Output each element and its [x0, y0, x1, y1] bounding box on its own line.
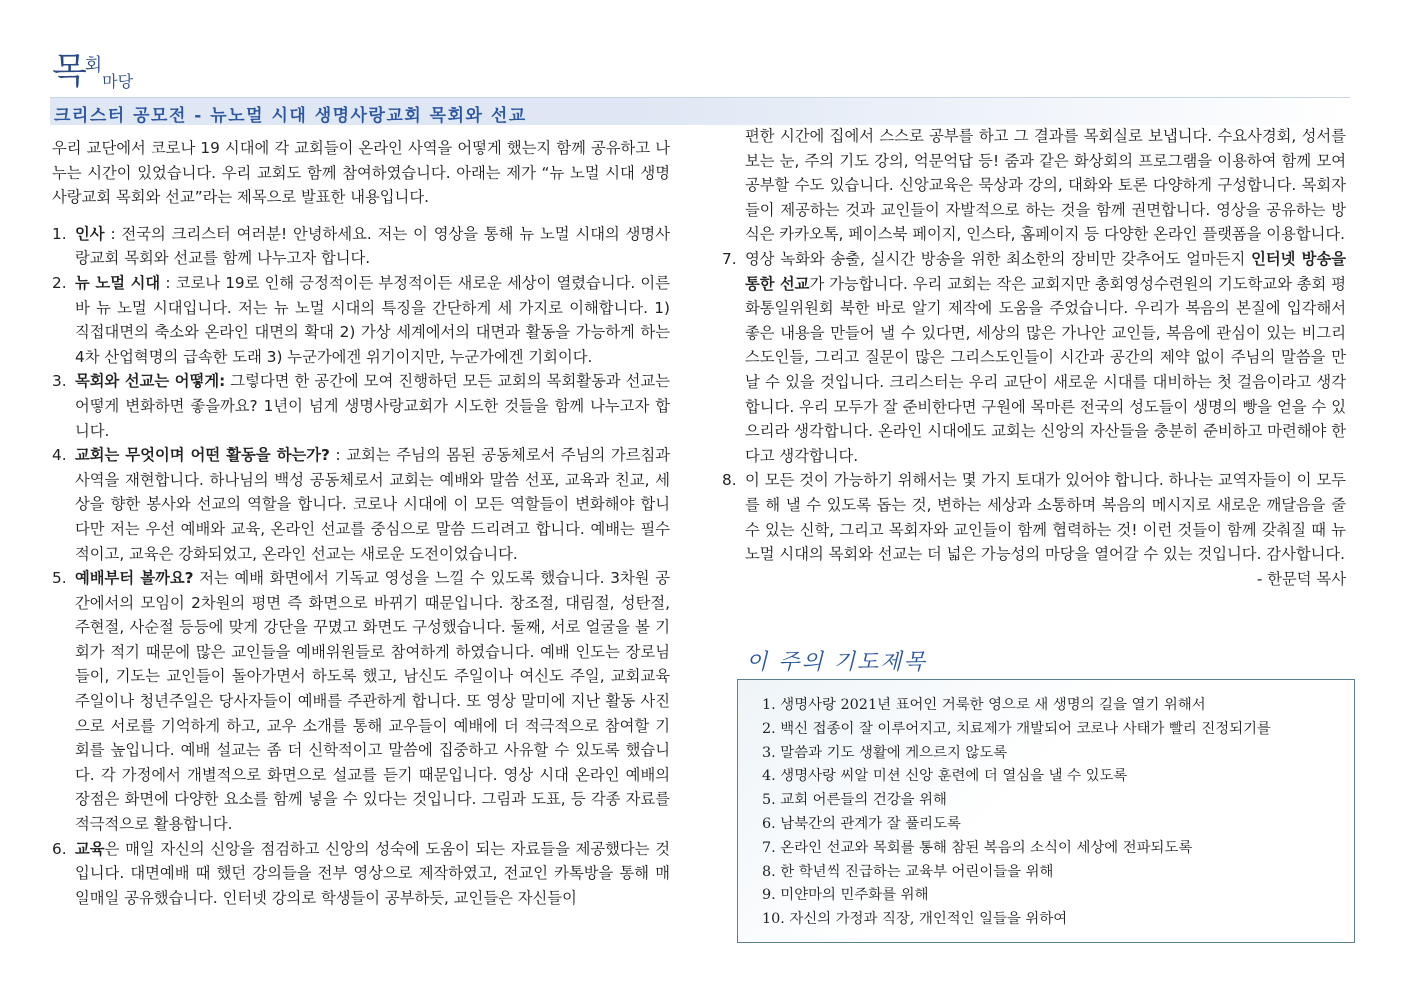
- header-bar: [50, 97, 1350, 125]
- prayer-item: 5. 교회 어른들의 건강을 위해: [762, 792, 947, 809]
- list-item: [52, 566, 670, 837]
- prayer-item: 8. 한 학년씩 진급하는 교육부 어린이들을 위해: [762, 863, 1054, 880]
- prayer-item: 4. 생명사랑 씨알 미션 신앙 훈련에 더 열심을 낼 수 있도록: [762, 768, 1128, 785]
- list-item: [52, 369, 670, 443]
- item-heading: 인터넷 방송을 통한 선교: [745, 249, 1346, 293]
- prayer-item: 1. 생명사랑 2021년 표어인 거룩한 영으로 새 생명의 길을 열기 위해서: [762, 697, 1206, 713]
- item-heading: 교육: [75, 839, 105, 858]
- item-text: : 코로나 19로 인해 긍정적이든 부정적이든 새로운 세상이 열렸습니다. 이른바 뉴 노멀 시대입니다. 저는 뉴 노멀 시대의 특징을 간단하게 세 가지로 이해합니다. 1) 직접대면의 축소와 온라인 대면의 확대 2) 가상 세계에서의 대면과 활동을 가능하게 하는 4차 산업혁명의 급속한 도래 3) 누군가에겐 위기이지만, 누군가에겐 기회이다.: [75, 273, 670, 366]
- item-text: 저는 예배 화면에서 기독교 영성을 느낄 수 있도록 했습니다. 3차원 공간에서의 모임이 2차원의 평면 즉 화면으로 바뀌기 때문입니다. 창조절, 대림절, 성탄절, 주현절, 사순절 등등에 맞게 강단을 꾸몄고 화면도 구성했습니다. 둘째, 서로 얼굴을 볼 기회가 적기 때문에 많은 교인들을 예배위원들로 참여하게 하였습니다. 예배 인도는 장로님들이, 기도는 교인들이 돌아가면서 하도록 했고, 남신도 주일이나 여신도 주일, 교회교육 주일이나 청년주일은 당사자들이 예배를 주관하게 합니다. 또 영상 말미에 지난 활동 사진으로 서로를 기억하게 하고, 교우 소개를 통해 교우들이 예배에 더 적극적으로 참여할 기회를 높입니다. 예배 설교는 좀 더 신학적이고 말씀에 집중하고 사유할 수 있도록 했습니다. 각 가정에서 개별적으로 화면으로 설교를 듣기 때문입니다. 영상 시대 온라인 예배의 장점은 화면에 다양한 요소를 함께 넣을 수 있다는 것입니다. 그림과 도표, 등 각종 자료를 적극적으로 활용합니다.: [75, 569, 670, 834]
- prayer-list: [738, 680, 1354, 932]
- list-item: [52, 837, 670, 911]
- item-number: 7.: [722, 249, 737, 268]
- item-heading: 뉴 노멀 시대: [75, 273, 161, 292]
- item-text-pre: 영상 녹화와 송출, 실시간 방송을 위한 최소한의 장비만 갖추어도 얼마든지: [745, 249, 1252, 268]
- article-list: [52, 222, 670, 911]
- item-text: 가 가능합니다. 우리 교회는 작은 교회지만 총회영성수련원의 기도학교와 총회 평화통일위원회 북한 바로 알기 제작에 도움을 주었습니다. 우리가 복음의 본질에 입각해서 좋은 내용을 만들어 낼 수 있다면, 세상의 많은 가나안 교인들, 복음에 관심이 있는 비그리스도인들, 그리고 질문이 많은 그리스도인들이 시간과 공간의 제약 없이 주님의 말씀을 만날 수 있을 것입니다. 크리스터는 우리 교단이 새로운 시대를 대비하는 첫 걸음이라고 생각합니다. 우리 모두가 잘 준비한다면 구원에 목마른 전국의 성도들이 생명의 빵을 얻을 수 있으리라 생각합니다. 온라인 시대에도 교회는 신앙의 자산들을 충분히 준비하고 마련해야 한다고 생각합니다.: [745, 274, 1346, 465]
- prayer-item: 9. 미얀마의 민주화를 위해: [762, 887, 929, 904]
- item-number: 5.: [52, 569, 67, 588]
- logo-mid-char: 회: [84, 55, 103, 76]
- article-list-continued: [722, 247, 1346, 567]
- item-number: 4.: [52, 446, 67, 465]
- list-item: [722, 468, 1346, 566]
- list-item: [722, 247, 1346, 468]
- item-text: : 전국의 크리스터 여러분! 안녕하세요. 저는 이 영상을 통해 뉴 노멀 시대의 생명사랑교회 목회와 선교를 함께 나누고자 합니다.: [75, 224, 670, 268]
- section-logo: [52, 50, 135, 96]
- list-item: [52, 443, 670, 566]
- intro-paragraph: 우리 교단에서 코로나 19 시대에 각 교회들이 온라인 사역을 어떻게 했는지 함께 공유하고 나누는 시간이 있었습니다. 우리 교회도 함께 참여하였습니다. 아래는 제가 “뉴 노멀 시대 생명사랑교회 목회와 선교”라는 제목으로 발표한 내용입니다.: [52, 139, 670, 207]
- item-number: 1.: [52, 224, 67, 243]
- item-text: 그렇다면 한 공간에 모여 진행하던 모든 교회의 목회활동과 선교는 어떻게 변화하면 좋을까요? 1년이 넘게 생명사랑교회가 시도한 것들을 함께 나누고자 합니다.: [75, 372, 670, 440]
- item-text: 은 매일 자신의 신앙을 점검하고 신앙의 성숙에 도움이 되는 자료들을 제공했다는 것입니다. 대면예배 때 했던 강의들을 전부 영상으로 제작하였고, 전교인 카톡방을 통해 매일매일 공유했습니다. 인터넷 강의로 학생들이 공부하듯, 교인들은 자신들이: [75, 839, 670, 907]
- item-heading: 교회는 무엇이며 어떤 활동을 하는가?: [75, 446, 330, 465]
- item-text: : 교회는 주님의 몸된 공동체로서 주님의 가르침과 사역을 재현합니다. 하나님의 백성 공동체로서 교회는 예배와 말씀 선포, 교육과 친교, 세상을 향한 봉사와 선교의 역할을 합니다. 코로나 시대에 이 모든 역할들이 변화해야 합니다만 저는 우선 예배와 교육, 온라인 선교를 중심으로 말씀 드리려고 합니다. 예배는 필수적이고, 교육은 강화되었고, 온라인 선교는 새로운 도전이었습니다.: [75, 446, 671, 563]
- item-text: 이 모든 것이 가능하기 위해서는 몇 가지 토대가 있어야 합니다. 하나는 교역자들이 이 모두를 해 낼 수 있도록 돕는 것, 변하는 세상과 소통하며 복음의 메시지로 새로운 깨달음을 줄 수 있는 신학, 그리고 목회자와 교인들이 함께 협력하는 것! 이런 것들이 함께 갖춰질 때 뉴노멀 시대의 목회와 선교는 더 넓은 가능성의 마당을 열어갈 수 있는 것입니다. 감사합니다.: [745, 471, 1346, 564]
- right-column: [722, 124, 1346, 591]
- item-number: 2.: [52, 273, 67, 292]
- left-column: [52, 136, 670, 910]
- prayer-item: 2. 백신 접종이 잘 이루어지고, 치료제가 개발되어 코로나 사태가 빨리 진정되기를: [762, 720, 1271, 737]
- prayer-section-title: 이 주의 기도제목: [746, 650, 927, 675]
- item-heading: 인사: [75, 224, 105, 243]
- prayer-item: 7. 온라인 선교와 목회를 통해 참된 복음의 소식이 세상에 전파되도록: [762, 839, 1193, 856]
- item-number: 6.: [52, 839, 67, 858]
- prayer-item: 3. 말씀과 기도 생활에 게으르지 않도록: [762, 744, 1008, 761]
- item-number: 3.: [52, 372, 67, 391]
- item-number: 8.: [722, 471, 737, 490]
- item-heading: 예배부터 볼까요?: [75, 569, 194, 588]
- logo-big-char: 목: [52, 51, 87, 92]
- logo-small-text: 마당: [102, 72, 134, 91]
- prayer-item: 10. 자신의 가정과 직장, 개인적인 일들을 위하여: [762, 911, 1068, 928]
- list-item: [52, 222, 670, 271]
- item-heading: 목회와 선교는 어떻게:: [75, 372, 226, 391]
- prayer-item: 6. 남북간의 관계가 잘 풀리도록: [762, 815, 961, 832]
- author-signature: - 한문덕 목사: [1256, 569, 1346, 588]
- list-item: [52, 271, 670, 369]
- page-title: 크리스터 공모전 - 뉴노멀 시대 생명사랑교회 목회와 선교: [54, 106, 527, 126]
- item-continuation: 편한 시간에 집에서 스스로 공부를 하고 그 결과를 목회실로 보냅니다. 수요사경회, 성서를 보는 눈, 주의 기도 강의, 억문억답 등! 줌과 같은 화상회의 프로그램을 이용하여 함께 모여 공부할 수도 있습니다. 신앙교육은 묵상과 강의, 대화와 토론 다양하게 구성합니다. 목회자들이 제공하는 것과 교인들이 자발적으로 하는 것을 함께 권면합니다. 영상을 공유하는 방식은 카카오톡, 페이스북 페이지, 인스타, 홈페이지 등 다양한 온라인 플랫폼을 이용합니다.: [745, 127, 1346, 244]
- prayer-box: [737, 679, 1355, 943]
